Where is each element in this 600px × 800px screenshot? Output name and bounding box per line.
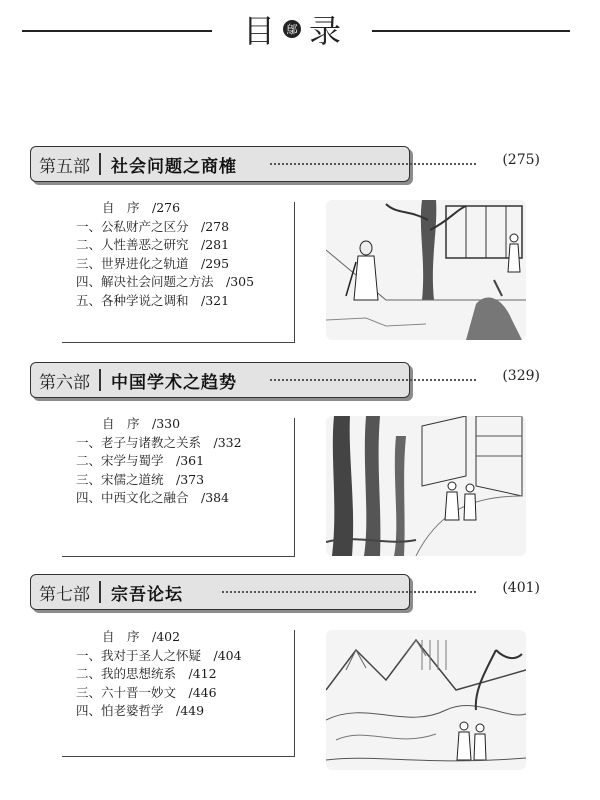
page-title [212,6,372,52]
part-7-title: 宗吾论坛 [111,584,183,605]
toc-entry[interactable]: 二、宋学与蜀学 ∕361 [76,453,205,469]
part-5-number: 第五部 [39,156,90,177]
toc-entry[interactable]: 自 序 ∕330 [102,416,181,431]
title-char-lu: 录 [309,12,342,50]
toc-entry[interactable]: 三、宋儒之道统 ∕373 [76,471,205,487]
part-6-header[interactable] [26,362,570,402]
part-5-leader-dots [270,163,476,165]
part-7-page: (401) [502,580,540,596]
toc-entry[interactable]: 四、解决社会问题之方法 ∕305 [76,274,255,290]
toc-entry[interactable]: 四、中西文化之融合 ∕384 [76,490,230,506]
toc-entry[interactable]: 自 序 ∕402 [102,629,181,644]
toc-entry[interactable]: 一、我对于圣人之怀疑 ∕404 [76,647,242,663]
illustration-courtyard-scholar [326,200,526,340]
toc-entry[interactable]: 三、世界进化之轨道 ∕295 [76,255,230,271]
illustration-mountain-landscape [326,630,526,770]
ornament-seal-icon: 鄔 [283,20,301,38]
toc-entry[interactable]: 二、我的思想统系 ∕412 [76,666,217,682]
toc-entry[interactable]: 二、人性善恶之研究 ∕281 [76,237,230,253]
part-5-title: 社会问题之商榷 [111,156,237,177]
toc-entry[interactable]: 三、六十晋一妙文 ∕446 [76,684,217,700]
part-5-divider [99,153,101,175]
part-5-page: (275) [502,152,540,168]
illustration-trees-walkers [326,416,526,556]
toc-entry[interactable]: 一、公私财产之区分 ∕278 [76,218,230,234]
part-7-leader-dots [222,591,476,593]
part-5-header[interactable] [26,146,570,186]
part-6-title: 中国学术之趋势 [111,372,237,393]
part-6-leader-dots [270,379,476,381]
part-6-divider [99,369,101,391]
toc-entry[interactable]: 一、老子与诸教之关系 ∕332 [76,434,242,450]
title-rule-right [372,30,570,32]
part-5-entries [76,199,254,311]
toc-entry[interactable]: 五、各种学说之调和 ∕321 [76,292,230,308]
part-7-entries [76,628,242,721]
part-6-number: 第六部 [39,372,90,393]
part-6-entries [76,415,242,508]
part-6-page: (329) [502,368,540,384]
toc-entry[interactable]: 自 序 ∕276 [102,200,181,215]
part-7-divider [99,581,101,603]
title-rule-left [22,30,212,32]
part-7-number: 第七部 [39,584,90,605]
toc-entry[interactable]: 四、怕老婆哲学 ∕449 [76,703,205,719]
title-char-mu: 目 [242,12,275,50]
part-7-header[interactable] [26,574,570,614]
